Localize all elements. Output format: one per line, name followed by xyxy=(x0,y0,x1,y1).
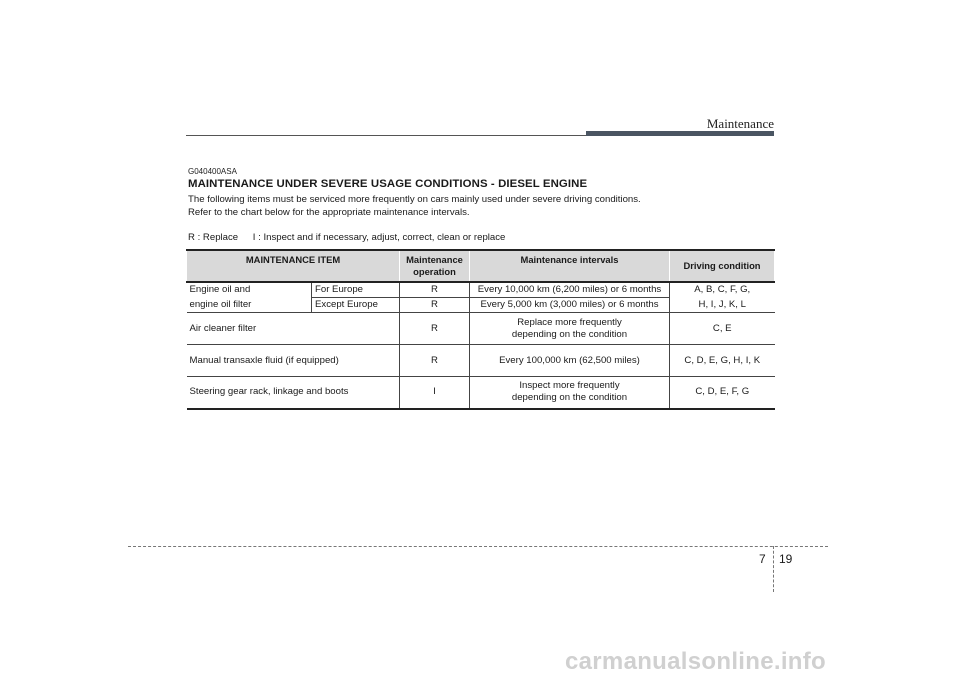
table-header-row xyxy=(187,250,775,282)
cond-steering: C, D, E, F, G xyxy=(670,377,775,409)
watermark: carmanualsonline.info xyxy=(565,648,827,675)
legend xyxy=(188,232,505,243)
maintenance-table xyxy=(186,249,775,410)
item-engine-oil-line1: Engine oil and xyxy=(187,282,312,298)
op-steering: I xyxy=(400,377,470,409)
legend-inspect: I : Inspect and if necessary, adjust, correct, clean or replace xyxy=(252,232,506,243)
interval-transaxle: Every 100,000 km (62,500 miles) xyxy=(470,345,670,377)
table-row xyxy=(187,377,775,409)
item-transaxle: Manual transaxle fluid (if equipped) xyxy=(187,345,400,377)
cond-engine-oil-line2: H, I, J, K, L xyxy=(670,298,775,313)
page-number: 19 xyxy=(779,552,793,566)
header-rule-accent xyxy=(586,131,774,136)
table-row xyxy=(187,313,775,345)
interval-engine-oil-europe: Every 10,000 km (6,200 miles) or 6 months xyxy=(470,282,670,298)
sub-except-europe: Except Europe xyxy=(312,298,400,313)
legend-replace: R : Replace xyxy=(188,232,239,243)
cond-air-cleaner: C, E xyxy=(670,313,775,345)
footer-divider xyxy=(128,546,828,547)
header-maintenance-item: MAINTENANCE ITEM xyxy=(187,250,400,282)
table-row xyxy=(187,282,775,298)
page-chapter: 7 xyxy=(759,552,766,566)
header-maintenance-intervals: Maintenance intervals xyxy=(470,250,670,282)
page-heading: MAINTENANCE UNDER SEVERE USAGE CONDITIONS - DIESEL ENGINE xyxy=(188,178,588,190)
interval-air-cleaner: Replace more frequently depending on the condition xyxy=(470,313,670,345)
cond-transaxle: C, D, E, G, H, I, K xyxy=(670,345,775,377)
table-row xyxy=(187,345,775,377)
item-air-cleaner: Air cleaner filter xyxy=(187,313,400,345)
section-title: Maintenance xyxy=(706,116,774,131)
header-rule xyxy=(186,135,586,136)
intro-line-1: The following items must be serviced more frequently on cars mainly used under severe driving conditions. xyxy=(188,194,641,205)
interval-engine-oil-except: Every 5,000 km (3,000 miles) or 6 months xyxy=(470,298,670,313)
doc-code: G040400ASA xyxy=(188,167,237,176)
cond-engine-oil-line1: A, B, C, F, G, xyxy=(670,282,775,298)
interval-steering: Inspect more frequently depending on the condition xyxy=(470,377,670,409)
op-engine-oil-except: R xyxy=(400,298,470,313)
item-steering: Steering gear rack, linkage and boots xyxy=(187,377,400,409)
op-engine-oil-europe: R xyxy=(400,282,470,298)
table-row xyxy=(187,298,775,313)
footer-page-separator xyxy=(773,546,774,592)
op-air-cleaner: R xyxy=(400,313,470,345)
op-transaxle: R xyxy=(400,345,470,377)
sub-for-europe: For Europe xyxy=(312,282,400,298)
intro-line-2: Refer to the chart below for the appropriate maintenance intervals. xyxy=(188,207,470,218)
header-maintenance-operation: Maintenance operation xyxy=(400,250,470,282)
header-driving-condition: Driving condition xyxy=(670,250,775,282)
item-engine-oil-line2: engine oil filter xyxy=(187,298,312,313)
intro-text xyxy=(188,193,641,219)
